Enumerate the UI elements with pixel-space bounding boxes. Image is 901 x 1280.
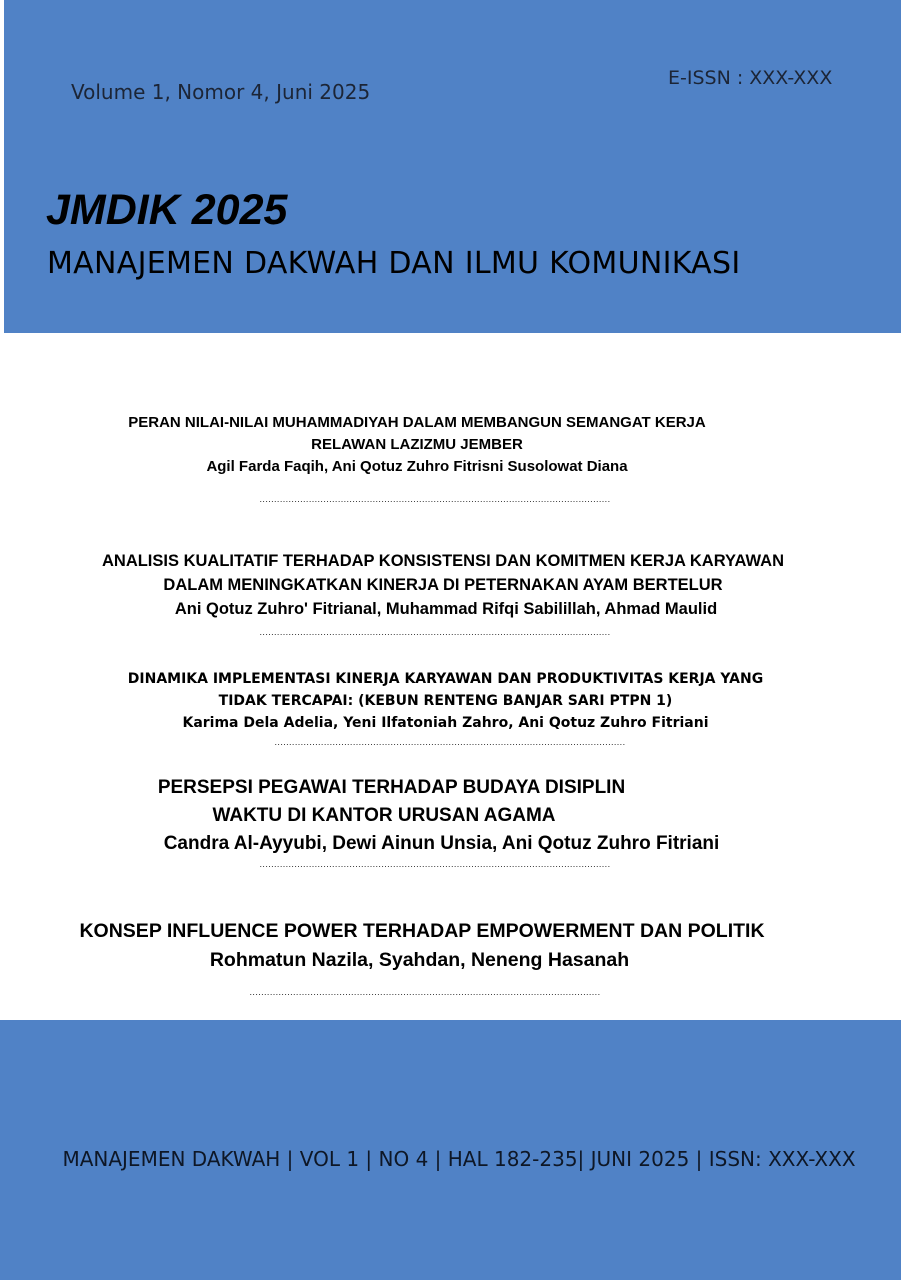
- journal-subtitle: MANAJEMEN DAKWAH DAN ILMU KOMUNIKASI: [47, 246, 741, 281]
- article-4-leader-dots: .........................................................................................................................: [259, 859, 611, 869]
- article-1-title-line-2: RELAWAN LAZIZMU JEMBER: [311, 436, 523, 453]
- journal-title: JMDIK 2025: [46, 186, 288, 234]
- article-3-title-line-2: TIDAK TERCAPAI: (KEBUN RENTENG BANJAR SARI PTPN 1): [218, 693, 673, 709]
- volume-issue-date: Volume 1, Nomor 4, Juni 2025: [71, 80, 371, 104]
- article-1-title-line-1: PERAN NILAI-NILAI MUHAMMADIYAH DALAM MEMBANGUN SEMANGAT KERJA: [128, 414, 706, 431]
- footer-journal-info: MANAJEMEN DAKWAH | VOL 1 | NO 4 | HAL 182-235| JUNI 2025 | ISSN: XXX-XXX: [62, 1147, 856, 1171]
- article-3-title-line-1: DINAMIKA IMPLEMENTASI KINERJA KARYAWAN DAN PRODUKTIVITAS KERJA YANG: [127, 671, 764, 687]
- article-4-title-line-1: PERSEPSI PEGAWAI TERHADAP BUDAYA DISIPLIN: [157, 777, 626, 798]
- article-5-title-line-1: KONSEP INFLUENCE POWER TERHADAP EMPOWERMENT DAN POLITIK: [79, 920, 765, 942]
- article-2-title-line-1: ANALISIS KUALITATIF TERHADAP KONSISTENSI DAN KOMITMEN KERJA KARYAWAN: [101, 552, 785, 570]
- article-1-leader-dots: .........................................................................................................................: [259, 494, 611, 504]
- article-3-leader-dots: .........................................................................................................................: [274, 737, 626, 747]
- article-2-authors: Ani Qotuz Zuhro' Fitrianal, Muhammad Rifqi Sabilillah, Ahmad Maulid: [174, 600, 718, 618]
- article-2-leader-dots: .........................................................................................................................: [259, 627, 611, 637]
- article-1-authors: Agil Farda Faqih, Ani Qotuz Zuhro Fitrisni Susolowat Diana: [206, 458, 628, 475]
- article-5-authors: Rohmatun Nazila, Syahdan, Neneng Hasanah: [209, 949, 630, 971]
- article-4-title-line-2: WAKTU DI KANTOR URUSAN AGAMA: [212, 805, 556, 826]
- e-issn-label: E-ISSN : XXX-XXX: [668, 67, 833, 89]
- article-4-authors: Candra Al-Ayyubi, Dewi Ainun Unsia, Ani Qotuz Zuhro Fitriani: [163, 833, 720, 854]
- article-3-authors: Karima Dela Adelia, Yeni Ilfatoniah Zahro, Ani Qotuz Zuhro Fitriani: [182, 715, 709, 731]
- header-band: [4, 0, 901, 333]
- article-5-leader-dots: .........................................................................................................................: [249, 987, 601, 997]
- article-2-title-line-2: DALAM MENINGKATKAN KINERJA DI PETERNAKAN AYAM BERTELUR: [163, 576, 723, 594]
